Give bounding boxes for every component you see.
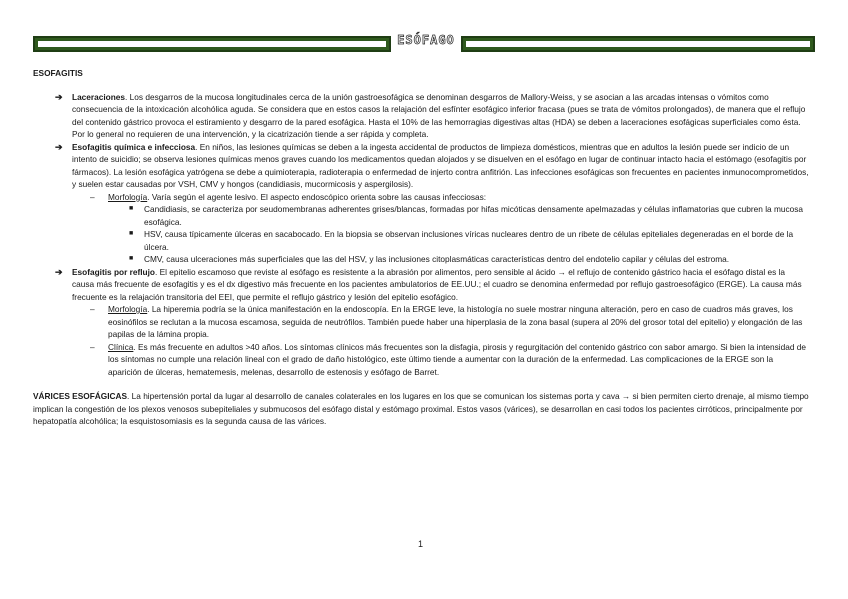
dash-icon: – — [90, 304, 95, 314]
bullet-item — [33, 228, 809, 253]
sub-item-morfologia — [33, 303, 809, 341]
arrow-right-icon: ➔ — [55, 141, 63, 152]
square-bullet-icon: ■ — [129, 205, 134, 212]
item-text: . En niños, las lesiones químicas se deben a la ingesta accidental de productos de limpieza domésticos, mientras que en adultos la lesión puede ser indicio de un intento de suicidio; se observa lesiones químicas menos graves cuando los medicamentos quedan alojados y se disuelven en el esófago en lugar de continuar intacto hacia el estómago (esofagitis por fármacos). La lesión esofágica yatrógena se debe a quimioterapia, radioterapia o enfermedad de injerto contra anfitrión. Las infecciones esofágicas son frecuentes en pacientes inmunocomprometidos, y suelen estar causadas por VSH, CMV y hongos (candidiasis, mucormicosis y aspergilosis). — [72, 141, 809, 189]
page-number: 1 — [418, 539, 424, 549]
dash-icon: – — [90, 341, 95, 352]
paragraph-title: VÁRICES ESOFÁGICAS — [33, 391, 128, 401]
square-bullet-icon: ■ — [129, 230, 134, 237]
bullet-text: HSV, causa típicamente úlceras en sacabocado. En la biopsia se observan inclusiones víricas nucleares dentro de un ribete de células epiteliales degeneradas en el borde de la úlcera. — [144, 229, 794, 252]
header-bar-right — [461, 36, 815, 52]
list-item-esofagitis-reflujo — [33, 266, 809, 304]
dash-icon: – — [90, 191, 95, 202]
square-bullet-icon: ■ — [129, 255, 134, 262]
bullet-text: CMV, causa ulceraciones más superficiales que las del HSV, y las inclusiones citoplasmáticas características dentro del endotelio capilar y células del estroma. — [144, 254, 730, 264]
sub-item-clinica — [33, 341, 809, 379]
arrow-right-icon: ➔ — [55, 91, 63, 102]
page-title: ESÓFAGO — [397, 33, 455, 47]
list-item-laceraciones — [33, 91, 809, 141]
item-text: . Los desgarros de la mucosa longitudinales cerca de la unión gastroesofágica se denominan desgarros de Mallory-Weiss, y se asocian a las arcadas intensas o vómitos como consecuencia de la intoxicación alcohólica aguda. Se considera que en estos casos la relajación del esfínter esofágico inferior fracasa (pues se trata de vómitos prolongados), de manera que el reflujo del contenido gástrico provoca el estiramiento y desgarro de la pared esofágica. Hasta el 10% de las hemorragias digestivas altas (HDA) se deben a laceraciones esofágicas superficiales como ésta. Por lo general no requieren de una intervención, y la cicatrización tiende a ser rápida y completa. — [72, 91, 806, 139]
item-title: Laceraciones — [72, 91, 126, 102]
header-band — [33, 33, 815, 52]
arrow-right-icon: ➔ — [55, 266, 63, 277]
sub-item-label: Morfología — [108, 191, 148, 202]
sub-item-text: . Es más frecuente en adultos >40 años. Los síntomas clínicos más frecuentes son la disfagia, pirosis y regurgitación del contenido gástrico con sabor amargo. Si bien la intensidad de los síntomas no cumple una relación lineal con el grado de daño histológico, este último tiende a aumentar con la duración de la enfermedad. Las complicaciones de la ERGE son la aparición de úlceras, hematemesis, melenas, desarrollo de estenosis y esófago de Barret. — [108, 341, 807, 377]
paragraph-text: . La hipertensión portal da lugar al desarrollo de canales colaterales en los lugares en los que se comunican los sistemas porta y cava → si bien permiten cierto drenaje, al mismo tiempo implican la congestión de los plexos venosos subepiteliales y submucosos del esófago distal y estómago proximal. Estos vasos (várices), se desarrollan en casi todos los pacientes cirróticos, principalmente por hepatopatía alcohólica; la esquistosomiasis es la segunda causa de las várices. — [33, 391, 809, 426]
paragraph-varices — [33, 390, 809, 428]
bullet-item — [33, 203, 809, 228]
sub-item-label: Morfología — [108, 304, 148, 314]
list-item-esofagitis-quimica — [33, 141, 809, 191]
sub-item-text: . Varía según el agente lesivo. El aspecto endoscópico orienta sobre las causas infecciosas: — [147, 191, 487, 202]
bullet-text: Candidiasis, se caracteriza por seudomembranas adherentes grises/blancas, formadas por hifas micóticas densamente apelmazadas y células inflamatorias que cubren la mucosa esofágica. — [144, 204, 804, 227]
section-title: ESOFAGITIS — [33, 68, 83, 78]
bullet-item — [33, 253, 809, 266]
sub-item-text: . La hiperemia podría se la única manifestación en la endoscopía. En la ERGE leve, la histología no suele mostrar ninguna alteración, pero en caso de cuadros más graves, los eosinófilos se reclutan a la mucosa escamosa, seguida de neutrófilos. También puede haber una hiperplasia de la zona basal (supera al 20% del grosor total del epitelio) y elongación de las papilas de la lámina propia. — [108, 304, 803, 339]
document-body — [33, 67, 809, 436]
sub-item-label: Clínica — [108, 341, 134, 352]
item-text: . El epitelio escamoso que reviste al esófago es resistente a la abrasión por alimentos, pero sensible al ácido → el reflujo de contenido gástrico hacia el esófago distal es la causa más frecuente de esofagitis y es el dx digestivo más frecuente en los pacientes ambulatorios de EE.UU.; el cuadro se denomina enfermedad por reflujo gastroesofágico (ERGE). La causa más frecuente es la relajación transitoria del EEI, que permite el reflujo gástrico y lesión del epitelio esofágico. — [72, 266, 802, 302]
item-title: Esofagitis química e infecciosa — [72, 141, 196, 152]
sub-item-morfologia — [33, 191, 809, 204]
header-bar-left — [33, 36, 391, 52]
item-title: Esofagitis por reflujo — [72, 266, 155, 277]
